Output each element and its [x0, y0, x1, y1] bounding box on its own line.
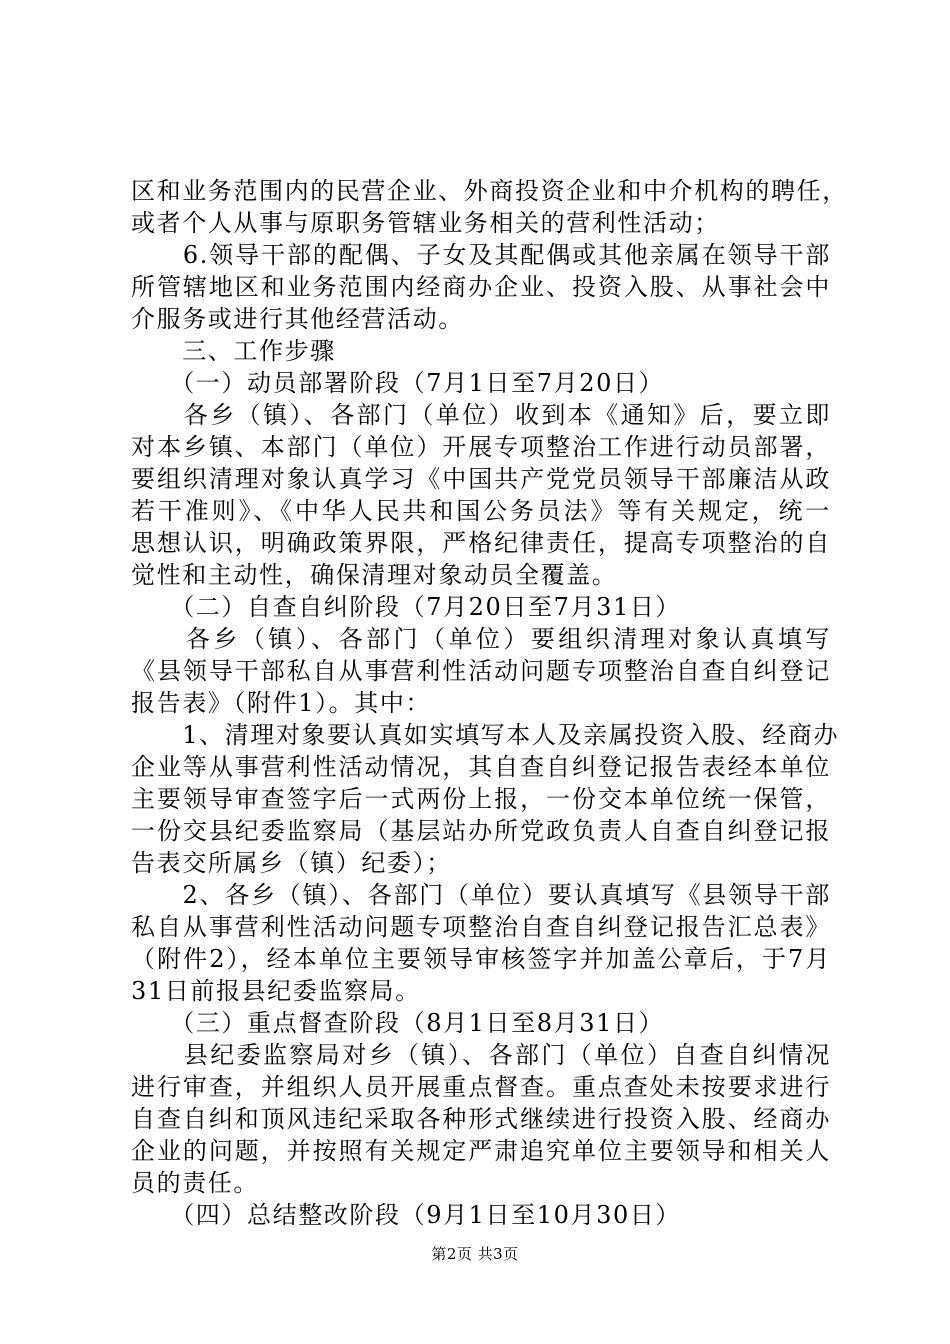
subsection-heading: （二）自查自纠阶段（7月20日至7月31日）	[131, 593, 682, 621]
body-text-line: 31日前报县纪委监察局。	[131, 977, 421, 1005]
body-text-line: 1、清理对象要认真如实填写本人及亲属投资入股、经商办	[131, 721, 840, 749]
body-text-line: 要组织清理对象认真学习《中国共产党党员领导干部廉洁从政	[131, 465, 831, 493]
body-text-line: （附件2），经本单位主要领导审核签字并加盖公章后，于7月	[131, 945, 831, 973]
subsection-heading: （三）重点督查阶段（8月1日至8月31日）	[131, 1009, 665, 1037]
body-text-line: 6.领导干部的配偶、子女及其配偶或其他亲属在领导干部	[131, 241, 831, 269]
body-text-line: 各乡（镇）、各部门（单位）要组织清理对象认真填写	[131, 625, 831, 653]
body-text-line: 觉性和主动性，确保清理对象动员全覆盖。	[131, 561, 618, 589]
body-text-line: 报告表》（附件1）。其中：	[131, 689, 432, 717]
body-text-line: 私自从事营利性活动问题专项整治自查自纠登记报告汇总表》	[131, 913, 831, 941]
subsection-heading: （四）总结整改阶段（9月1日至10月30日）	[131, 1201, 682, 1229]
body-text-line: 介服务或进行其他经营活动。	[131, 305, 464, 333]
body-text-line: 区和业务范围内的民营企业、外商投资企业和中介机构的聘任，	[131, 177, 848, 205]
body-text-line: 对本乡镇、本部门（单位）开展专项整治工作进行动员部署，	[131, 433, 831, 461]
body-text-line: 2、各乡（镇）、各部门（单位）要认真填写《县领导干部	[131, 881, 831, 909]
body-text-line: 《县领导干部私自从事营利性活动问题专项整治自查自纠登记	[131, 657, 831, 685]
subsection-heading: （一）动员部署阶段（7月1日至7月20日）	[131, 369, 665, 397]
page-number-footer: 第2页 共3页	[431, 1245, 519, 1263]
body-text-line: 主要领导审查签字后一式两份上报，一份交本单位统一保管，	[131, 785, 831, 813]
body-text-line: 一份交县纪委监察局（基层站办所党政负责人自查自纠登记报	[131, 817, 831, 845]
body-text-line: 或者个人从事与原职务管辖业务相关的营利性活动；	[131, 209, 720, 237]
body-text-line: 自查自纠和顶风违纪采取各种形式继续进行投资入股、经商办	[131, 1105, 831, 1133]
body-text-line: 思想认识，明确政策界限，严格纪律责任，提高专项整治的自	[131, 529, 831, 557]
body-text-line: 各乡（镇）、各部门（单位）收到本《通知》后，要立即	[131, 401, 831, 429]
body-text-line: 企业等从事营利性活动情况，其自查自纠登记报告表经本单位	[131, 753, 831, 781]
body-text-line: 县纪委监察局对乡（镇）、各部门（单位）自查自纠情况	[131, 1041, 831, 1069]
body-text-line: 所管辖地区和业务范围内经商办企业、投资入股、从事社会中	[131, 273, 831, 301]
body-text-line: 若干准则》、《中华人民共和国公务员法》等有关规定，统一	[131, 497, 831, 525]
section-heading: 三、工作步骤	[131, 337, 336, 365]
body-text-line: 员的责任。	[131, 1169, 259, 1197]
body-text-line: 告表交所属乡（镇）纪委）；	[131, 849, 452, 877]
body-text-line: 企业的问题，并按照有关规定严肃追究单位主要领导和相关人	[131, 1137, 831, 1165]
body-text-line: 进行审查，并组织人员开展重点督查。重点查处未按要求进行	[131, 1073, 831, 1101]
